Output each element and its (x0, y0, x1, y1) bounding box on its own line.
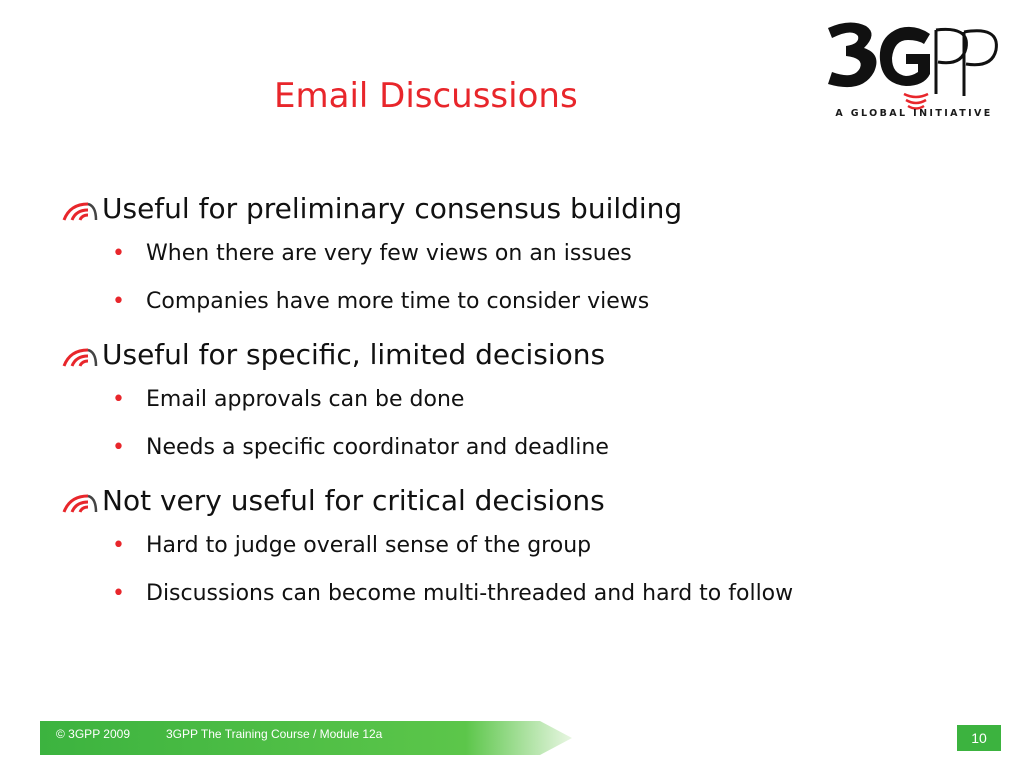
sub-bullet-item (62, 570, 1002, 618)
sub-bullet-text: Companies have more time to consider views (146, 289, 650, 314)
bullet-dot-icon: • (112, 289, 125, 314)
sub-bullet-item (62, 230, 1002, 278)
sub-bullet-item (62, 376, 1002, 424)
sub-bullet-text: Discussions can become multi-threaded and hard to follow (146, 581, 794, 606)
bullet-text: Useful for specific, limited decisions (102, 338, 606, 371)
footer-copyright: © 3GPP 2009 (56, 727, 131, 741)
swoosh-bullet-icon (62, 346, 102, 368)
sub-bullet-text: Hard to judge overall sense of the group (146, 533, 592, 558)
bullet-dot-icon: • (112, 435, 125, 460)
bullet-text: Not very useful for critical decisions (102, 484, 605, 517)
sub-bullet-item (62, 424, 1002, 472)
logo-tagline: A GLOBAL INITIATIVE (835, 108, 993, 119)
bullet-dot-icon: • (112, 387, 125, 412)
swoosh-bullet-icon (62, 200, 102, 222)
bullet-text: Useful for preliminary consensus building (102, 192, 683, 225)
3gpp-logo (820, 14, 1002, 126)
sub-bullet-item (62, 278, 1002, 326)
sub-bullet-text: Email approvals can be done (146, 387, 465, 412)
swoosh-bullet-icon (62, 492, 102, 514)
bullet-item (62, 480, 1002, 522)
3gpp-logo-icon (820, 14, 1002, 114)
bullet-item (62, 188, 1002, 230)
bullet-item (62, 334, 1002, 376)
footer-course-title: 3GPP The Training Course / Module 12a (166, 727, 383, 741)
bullet-list (62, 188, 1002, 618)
sub-bullet-text: When there are very few views on an issues (146, 241, 632, 266)
bullet-dot-icon: • (112, 533, 125, 558)
sub-bullet-item (62, 522, 1002, 570)
slide-title: Email Discussions (274, 76, 578, 116)
bullet-dot-icon: • (112, 581, 125, 606)
sub-bullet-text: Needs a specific coordinator and deadline (146, 435, 609, 460)
page-number: 10 (957, 725, 1001, 751)
bullet-dot-icon: • (112, 241, 125, 266)
